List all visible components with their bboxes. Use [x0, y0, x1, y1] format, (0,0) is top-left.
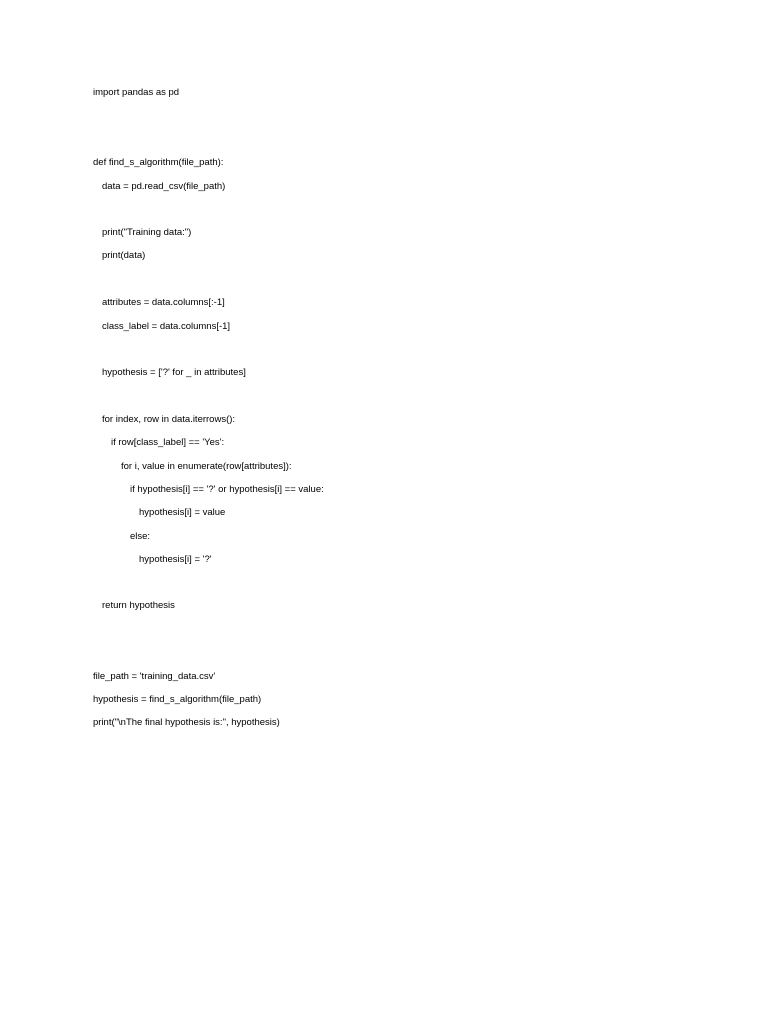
code-line-return: return hypothesis — [102, 600, 175, 611]
code-line-if-hypothesis: if hypothesis[i] == '?' or hypothesis[i] == value: — [130, 484, 324, 495]
code-line-class-label: class_label = data.columns[-1] — [102, 321, 231, 332]
code-line-call: hypothesis = find_s_algorithm(file_path) — [93, 694, 262, 705]
code-line-else: else: — [130, 531, 151, 542]
code-line-if-yes: if row[class_label] == 'Yes': — [111, 437, 225, 448]
code-line-file-path: file_path = 'training_data.csv' — [93, 671, 216, 682]
code-line-def: def find_s_algorithm(file_path): — [93, 157, 224, 168]
code-line-attributes: attributes = data.columns[:-1] — [102, 297, 225, 308]
code-line-for-attributes: for i, value in enumerate(row[attributes]): — [121, 461, 292, 472]
code-line-print-data: print(data) — [102, 250, 146, 261]
code-line-print-label: print("Training data:") — [102, 227, 192, 238]
code-line-print-final: print("\nThe final hypothesis is:", hypothesis) — [93, 717, 280, 728]
code-line-assign-question: hypothesis[i] = '?' — [139, 554, 212, 565]
code-line-for-rows: for index, row in data.iterrows(): — [102, 414, 236, 425]
code-line-assign-value: hypothesis[i] = value — [139, 507, 226, 518]
code-line-read-csv: data = pd.read_csv(file_path) — [102, 181, 226, 192]
code-line-hypothesis-init: hypothesis = ['?' for _ in attributes] — [102, 367, 246, 378]
code-line-import: import pandas as pd — [93, 87, 180, 98]
